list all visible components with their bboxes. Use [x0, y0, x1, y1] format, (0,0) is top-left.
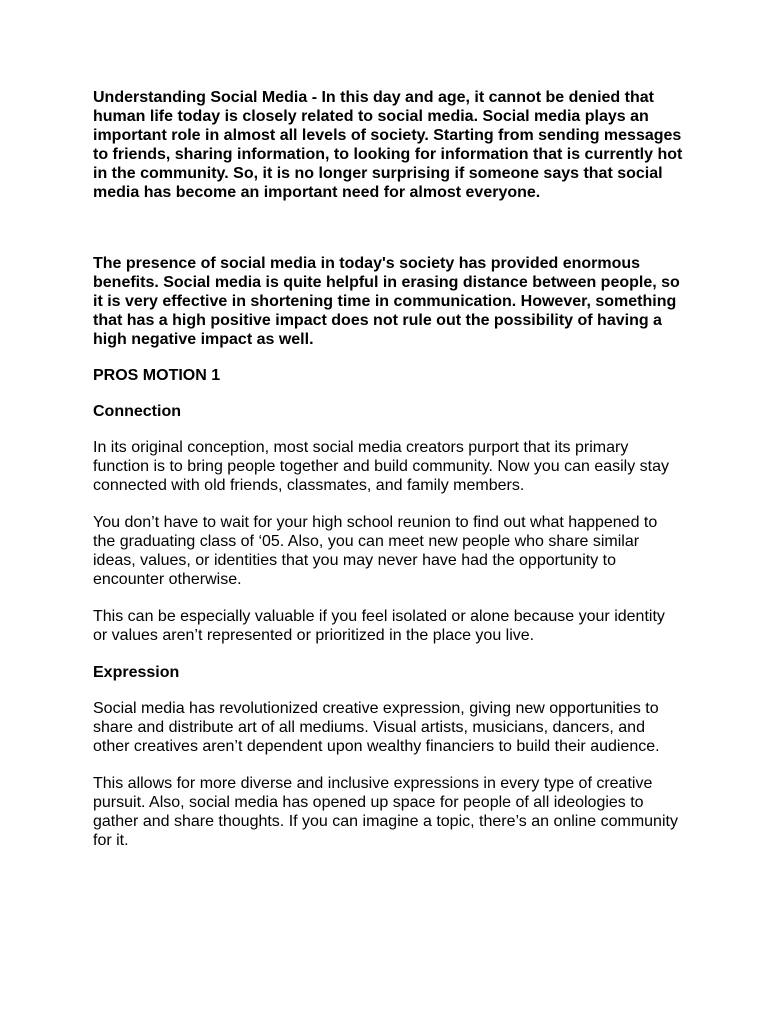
intro-paragraph: The presence of social media in today's society has provided enormous benefits. Social media is quite helpful in erasing distance between people, so it is very effective in shortening time in communication. However, something that has a high positive impact does not rule out the possibility of having a high negative impact as well. — [93, 255, 680, 348]
section-heading-expression: Expression — [93, 664, 180, 681]
motion-heading: PROS MOTION 1 — [93, 367, 221, 384]
section-heading-connection: Connection — [93, 403, 181, 420]
body-paragraph: In its original conception, most social media creators purport that its primary function is to bring people together and build community. Now you can easily stay connected with old friends, classmates, and family members. — [93, 439, 670, 494]
body-paragraph: This can be especially valuable if you feel isolated or alone because your identity or values aren’t represented or prioritized in the place you live. — [93, 608, 665, 644]
body-paragraph: You don’t have to wait for your high school reunion to find out what happened to the graduating class of ‘05. Also, you can meet new people who share similar ideas, values, or identities that you may never have had the opportunity to encounter otherwise. — [93, 514, 658, 588]
body-paragraph: This allows for more diverse and inclusive expressions in every type of creative pursuit. Also, social media has opened up space for people of all ideologies to gather and share thoughts. If you can imagine a topic, there’s an online community for it. — [93, 775, 678, 849]
intro-paragraph: Understanding Social Media - In this day and age, it cannot be denied that human life today is closely related to social media. Social media plays an important role in almost all levels of society. Starting from sending messages to friends, sharing information, to looking for information that is currently hot in the community. So, it is no longer surprising if someone says that social media has become an important need for almost everyone. — [93, 89, 683, 201]
body-paragraph: Social media has revolutionized creative expression, giving new opportunities to share and distribute art of all mediums. Visual artists, musicians, dancers, and other creatives aren’t dependent upon wealthy financiers to build their audience. — [93, 700, 660, 755]
document-page — [93, 88, 683, 868]
